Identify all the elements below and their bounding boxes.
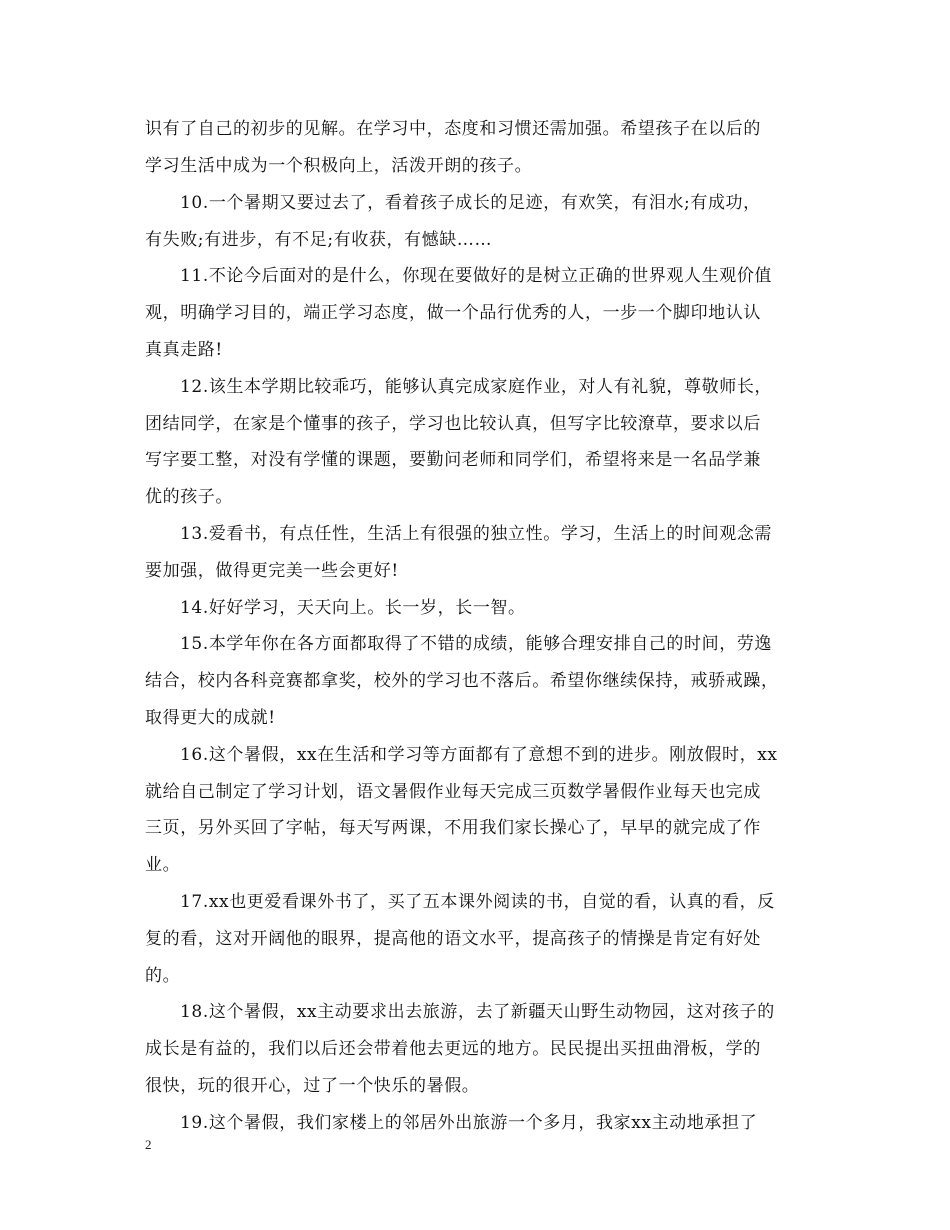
text-line: 复的看，这对开阔他的眼界，提高他的语文水平，提高孩子的情操是肯定有好处 xyxy=(145,929,761,949)
paragraph-19-start: 19.这个暑假，我们家楼上的邻居外出旅游一个多月，我家xx主动地承担了 xyxy=(180,1113,758,1133)
text-line: 要加强，做得更完美一些会更好! xyxy=(145,561,399,581)
paragraph-16-start: 16.这个暑假，xx在生活和学习等方面都有了意想不到的进步。刚放假时，xx xyxy=(180,745,778,765)
text-line: 取得更大的成就! xyxy=(145,708,276,728)
text-line: 团结同学，在家是个懂事的孩子，学习也比较认真，但写字比较潦草，要求以后 xyxy=(145,414,761,434)
text-line: 观，明确学习目的，端正学习态度，做一个品行优秀的人，一步一个脚印地认认 xyxy=(145,303,761,323)
text-line: 学习生活中成为一个积极向上，活泼开朗的孩子。 xyxy=(145,156,533,176)
paragraph-17-start: 17.xx也更爱看课外书了，买了五本课外阅读的书，自觉的看，认真的看，反 xyxy=(180,892,775,912)
text-line: 成长是有益的，我们以后还会带着他去更远的地方。民民提出买扭曲滑板，学的 xyxy=(145,1039,761,1059)
text-line: 就给自己制定了学习计划，语文暑假作业每天完成三页数学暑假作业每天也完成 xyxy=(145,782,761,802)
paragraph-10-start: 10.一个暑期又要过去了，看着孩子成长的足迹，有欢笑，有泪水;有成功， xyxy=(180,193,761,213)
paragraph-12-start: 12.该生本学期比较乖巧，能够认真完成家庭作业，对人有礼貌，尊敬师长， xyxy=(180,377,773,397)
text-line: 很快，玩的很开心，过了一个快乐的暑假。 xyxy=(145,1076,480,1096)
paragraph-18-start: 18.这个暑假，xx主动要求出去旅游，去了新疆天山野生动物园，这对孩子的 xyxy=(180,1002,775,1022)
text-line: 三页，另外买回了字帖，每天写两课，不用我们家长操心了，早早的就完成了作 xyxy=(145,818,761,838)
text-line: 业。 xyxy=(145,855,181,875)
paragraph-11-start: 11.不论今后面对的是什么，你现在要做好的是树立正确的世界观人生观价值 xyxy=(180,266,773,286)
text-line: 的。 xyxy=(145,966,181,986)
text-line: 真真走路! xyxy=(145,340,223,360)
text-line: 有失败;有进步，有不足;有收获，有憾缺…… xyxy=(145,230,493,250)
paragraph-15-start: 15.本学年你在各方面都取得了不错的成绩，能够合理安排自己的时间，劳逸 xyxy=(180,634,773,654)
text-line: 优的孩子。 xyxy=(145,487,233,507)
paragraph-13-start: 13.爱看书，有点任性，生活上有很强的独立性。学习，生活上的时间观念需 xyxy=(180,524,773,544)
text-line: 写字要工整，对没有学懂的课题，要勤问老师和同学们，希望将来是一名品学兼 xyxy=(145,450,761,470)
text-line: 识有了自己的初步的见解。在学习中，态度和习惯还需加强。希望孩子在以后的 xyxy=(145,119,761,139)
paragraph-14: 14.好好学习，天天向上。长一岁，长一智。 xyxy=(180,598,526,618)
page-number: 2 xyxy=(145,1137,152,1152)
text-line: 结合，校内各科竞赛都拿奖，校外的学习也不落后。希望你继续保持，戒骄戒躁， xyxy=(145,671,779,691)
